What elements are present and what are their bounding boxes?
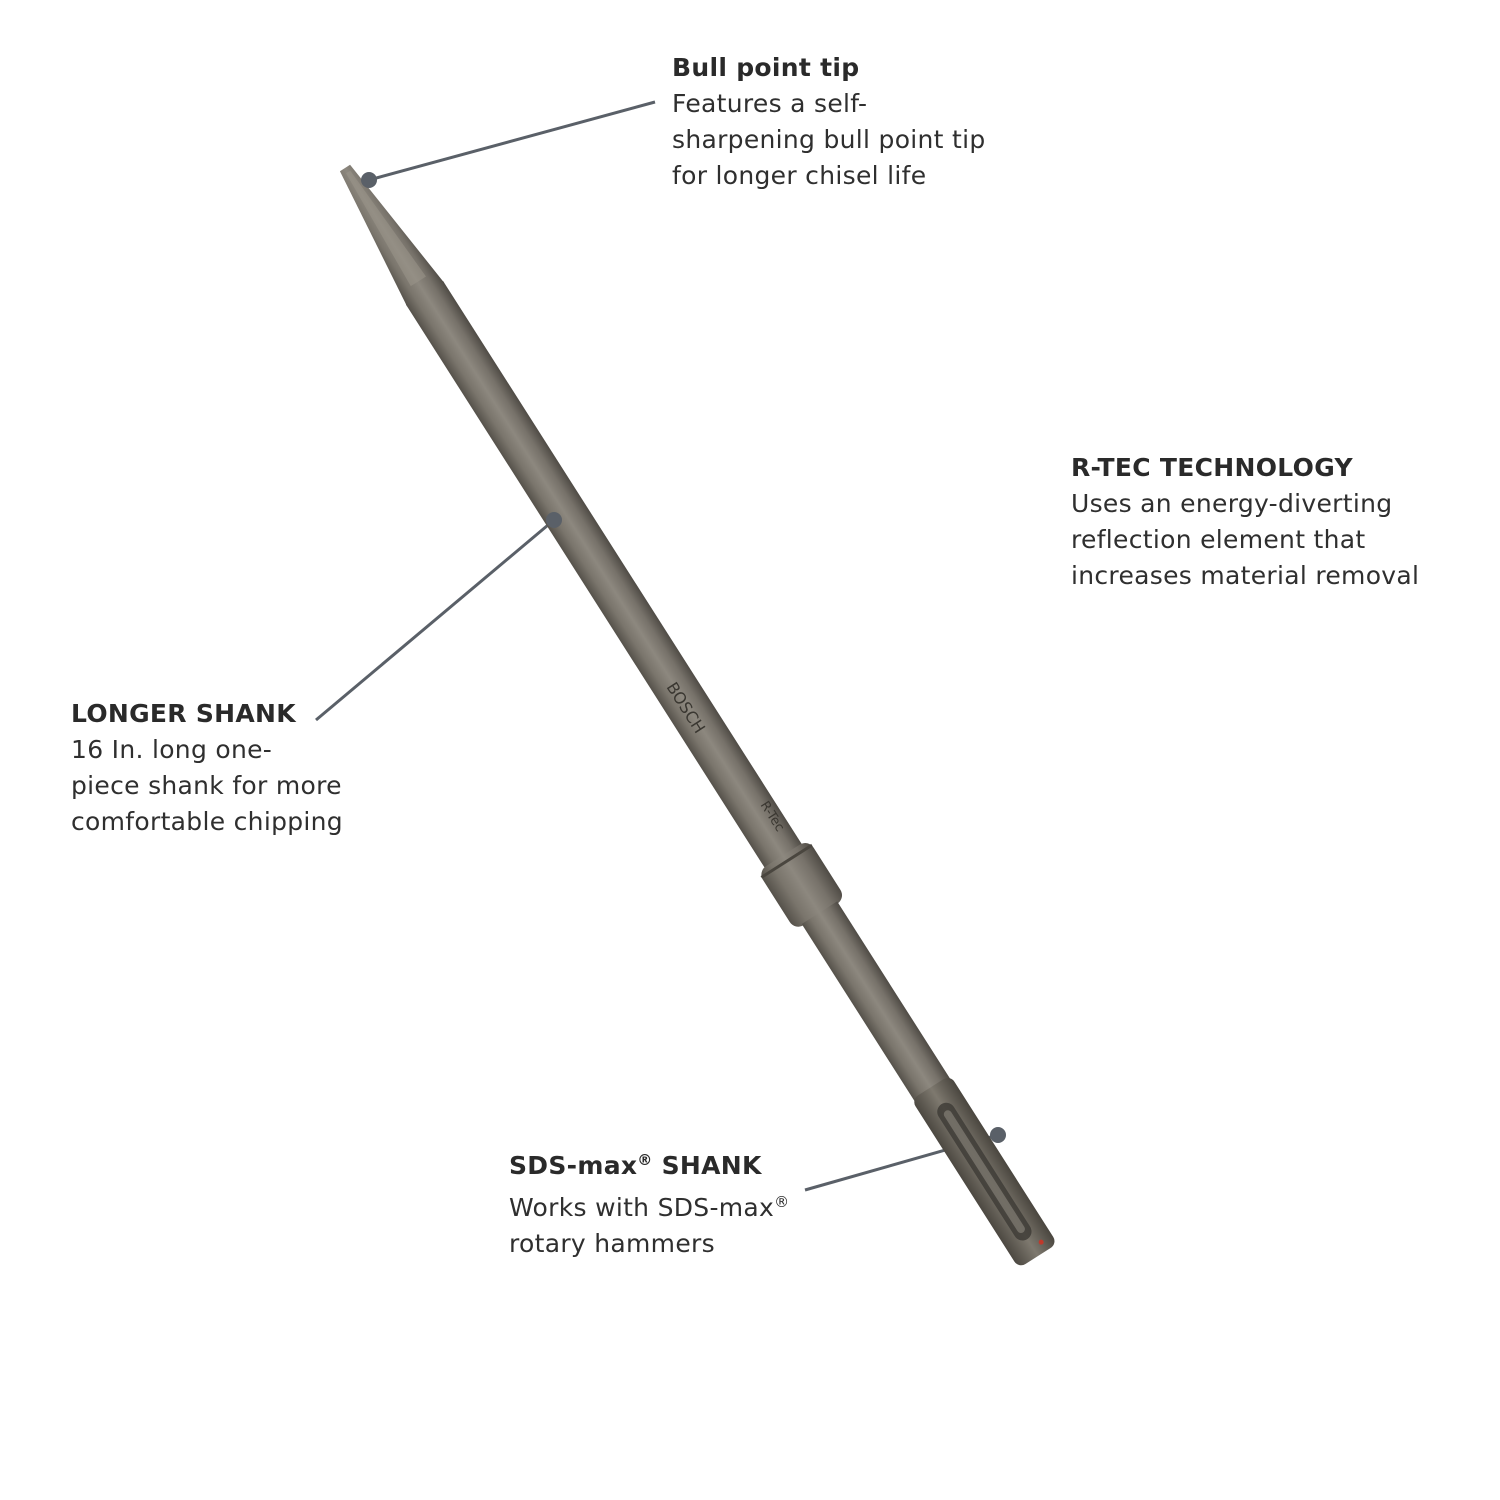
callout-line: increases material removal — [1071, 561, 1420, 590]
lower-shank — [802, 901, 950, 1101]
callout-line: Features a self- — [672, 89, 868, 118]
callout-line: sharpening bull point tip — [672, 125, 986, 154]
tip-facet — [341, 167, 426, 286]
callout-line: for longer chisel life — [672, 161, 927, 190]
title-main: SDS-max — [509, 1151, 638, 1180]
callout-r-tec-technology — [1071, 450, 1419, 594]
callout-line — [509, 1184, 789, 1226]
callout-sds-max-shank — [509, 1142, 789, 1262]
callout-title — [509, 1142, 789, 1184]
sds-groove-highlight — [942, 1109, 1026, 1235]
callout-line: reflection element that — [1071, 525, 1366, 554]
line-main: Works with SDS-max — [509, 1193, 775, 1222]
registered-mark: ® — [774, 1193, 790, 1211]
callout-line: 16 In. long one- — [71, 735, 273, 764]
brand-marking: BOSCH — [662, 678, 710, 737]
leader-line-tip — [369, 102, 655, 180]
registered-mark: ® — [637, 1151, 653, 1169]
callout-line: piece shank for more — [71, 771, 342, 800]
chisel — [320, 152, 1064, 1272]
callout-bull-point-tip — [672, 50, 986, 194]
dot-tip — [361, 172, 377, 188]
callout-line: comfortable chipping — [71, 807, 343, 836]
callout-title: R-TEC TECHNOLOGY — [1071, 453, 1353, 482]
chisel-shank — [406, 281, 814, 887]
line-marking: R-Tec — [756, 798, 788, 835]
callout-longer-shank — [71, 696, 343, 840]
dot-sds — [990, 1127, 1006, 1143]
callout-line: Uses an energy-diverting — [1071, 489, 1393, 518]
callout-line: rotary hammers — [509, 1229, 715, 1258]
title-rest: SHANK — [652, 1151, 762, 1180]
callout-title: LONGER SHANK — [71, 699, 296, 728]
dot-shank — [546, 512, 562, 528]
callout-title: Bull point tip — [672, 53, 860, 82]
leader-line-shank — [316, 520, 554, 720]
